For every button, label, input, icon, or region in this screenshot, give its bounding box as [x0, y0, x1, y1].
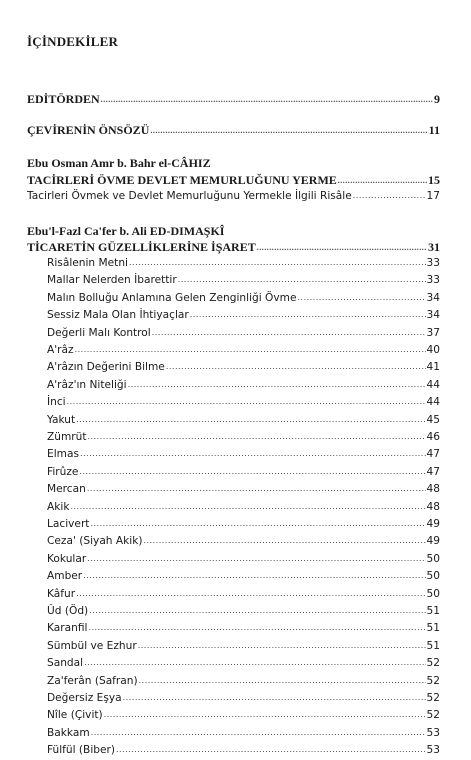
toc-page-number: 51 — [426, 639, 440, 652]
toc-entry-label: Ceza' (Siyah Akik) — [47, 535, 143, 548]
dot-leader — [80, 449, 426, 458]
toc-page-number: 34 — [426, 309, 440, 322]
toc-page-number: 44 — [426, 378, 440, 391]
toc-entry-label: TİCARETİN GÜZELLİKLERİNE İŞARET — [27, 240, 256, 254]
toc-entry-cevirenin-onsozu[interactable] — [27, 123, 440, 138]
toc-entry[interactable] — [47, 744, 440, 756]
toc-entry[interactable] — [47, 396, 440, 408]
toc-page-number: 34 — [426, 291, 440, 304]
toc-entry-label: Tacirleri Övmek ve Devlet Memurluğunu Yermekle İlgili Risâle — [27, 190, 352, 202]
toc-entry-label: Kâfur — [47, 587, 76, 600]
toc-page-number: 53 — [426, 744, 440, 757]
toc-entry-label: Malın Bolluğu Anlamına Gelen Zenginliği Övme — [47, 291, 297, 304]
toc-entry-label: Değersiz Eşya — [47, 692, 122, 704]
toc-entry[interactable] — [47, 518, 440, 530]
toc-entry-label: Elmas — [47, 448, 79, 461]
toc-entry[interactable] — [47, 361, 440, 373]
dot-leader — [353, 191, 426, 200]
dot-leader — [87, 554, 425, 563]
dot-leader — [76, 589, 425, 598]
dot-leader — [87, 484, 426, 493]
toc-entry[interactable] — [47, 622, 440, 634]
toc-entry-label: Fülfül (Biber) — [47, 744, 116, 757]
toc-entry[interactable] — [47, 535, 440, 547]
dot-leader — [79, 467, 425, 476]
dot-leader — [128, 380, 426, 389]
dot-leader — [90, 519, 425, 528]
toc-entry-label: A'râzın Değerini Bilme — [47, 361, 165, 374]
section-title-entry[interactable] — [27, 173, 440, 188]
toc-entry-label: Kokular — [47, 552, 87, 565]
dot-leader — [152, 328, 426, 337]
toc-entry[interactable] — [27, 190, 440, 202]
toc-page-number: 53 — [426, 726, 440, 739]
toc-entry[interactable] — [47, 292, 440, 304]
dot-leader — [84, 658, 425, 667]
toc-entry[interactable] — [47, 431, 440, 443]
toc-entry[interactable] — [47, 309, 440, 321]
toc-entry[interactable] — [47, 570, 440, 582]
toc-page-number: 47 — [426, 465, 440, 478]
dot-leader — [88, 623, 425, 632]
section-author: Ebu Osman Amr b. Bahr el-CÂHIZ — [27, 156, 211, 170]
dot-leader — [116, 745, 426, 754]
dot-leader — [139, 676, 426, 685]
toc-page-number: 31 — [428, 240, 440, 254]
toc-entry[interactable] — [47, 657, 440, 669]
toc-entry-label: Nîle (Çivit) — [47, 709, 103, 722]
toc-entry[interactable] — [47, 483, 440, 495]
toc-entry-label: İnci — [47, 396, 66, 409]
toc-entry-label: Firûze — [47, 465, 79, 478]
toc-entry-label: ÇEVİRENİN ÖNSÖZÜ — [27, 123, 150, 137]
toc-page-number: 40 — [426, 344, 440, 356]
toc-entry-label: Bakkam — [47, 726, 90, 739]
toc-entry[interactable] — [47, 692, 440, 704]
dot-leader — [75, 345, 426, 354]
toc-entry[interactable] — [47, 605, 440, 617]
toc-entry-label: TACİRLERİ ÖVME DEVLET MEMURLUĞUNU YERME — [27, 173, 337, 187]
toc-entry[interactable] — [47, 379, 440, 391]
toc-page-number: 46 — [426, 431, 440, 443]
section-author: Ebu'l-Fazl Ca'fer b. Ali ED-DIMAŞKÎ — [27, 224, 225, 238]
toc-page-number: 51 — [426, 605, 440, 617]
section-title-entry[interactable] — [27, 240, 440, 255]
toc-entry[interactable] — [47, 257, 440, 269]
dot-leader — [83, 571, 425, 580]
toc-page-number: 52 — [426, 657, 440, 670]
toc-entry[interactable] — [47, 588, 440, 600]
toc-page-number: 50 — [426, 570, 440, 583]
page-title: İÇİNDEKİLER — [27, 34, 119, 49]
dot-leader — [138, 641, 426, 650]
toc-page-number: 47 — [426, 448, 440, 461]
toc-entry[interactable] — [47, 727, 440, 739]
toc-page-number: 48 — [426, 483, 440, 496]
dot-leader — [101, 95, 433, 104]
toc-entry[interactable] — [47, 448, 440, 460]
toc-page-number: 41 — [426, 361, 440, 374]
toc-page-number: 33 — [426, 257, 440, 269]
dot-leader — [298, 293, 426, 302]
dot-leader — [150, 126, 427, 135]
toc-entry[interactable] — [47, 640, 440, 652]
toc-entry-label: Risâlenin Metni — [47, 257, 128, 269]
toc-entry-label: Zümrüt — [47, 431, 87, 443]
toc-entry-label: Sümbül ve Ezhur — [47, 639, 137, 652]
toc-entry-label: Mallar Nelerden İbarettir — [47, 274, 177, 287]
toc-entry-label: EDİTÖRDEN — [27, 92, 100, 106]
toc-entry-label: Amber — [47, 570, 83, 583]
toc-page-number: 50 — [426, 552, 440, 565]
toc-entry-label: Sessiz Mala Olan İhtiyaçlar — [47, 309, 189, 322]
toc-page-number: 9 — [434, 92, 440, 106]
dot-leader — [91, 728, 426, 737]
toc-page-number: 50 — [426, 587, 440, 600]
toc-entry[interactable] — [47, 709, 440, 721]
toc-entry[interactable] — [47, 327, 440, 339]
toc-page-number: 52 — [426, 692, 440, 704]
toc-entry-label: Mercan — [47, 483, 86, 496]
toc-entry[interactable] — [47, 553, 440, 565]
toc-entry[interactable] — [47, 501, 440, 513]
toc-entry[interactable] — [47, 344, 440, 356]
toc-page-number: 51 — [426, 622, 440, 635]
dot-leader — [178, 275, 426, 284]
toc-entry-label: Sandal — [47, 657, 84, 670]
toc-entry-label: Yakut — [47, 413, 76, 426]
dot-leader — [190, 310, 426, 319]
toc-entry-editorden[interactable] — [27, 92, 440, 107]
toc-entry-label: Za'ferân (Safran) — [47, 674, 138, 687]
toc-entry[interactable] — [47, 414, 440, 426]
toc-entry-label: A'râz — [47, 344, 74, 356]
toc-entry[interactable] — [47, 466, 440, 478]
dot-leader — [143, 536, 425, 545]
dot-leader — [104, 710, 426, 719]
toc-page-number: 33 — [426, 274, 440, 287]
dot-leader — [88, 432, 426, 441]
toc-entry-label: Lacivert — [47, 518, 90, 530]
dot-leader — [123, 693, 426, 702]
toc-entry-label: Akik — [47, 500, 70, 513]
toc-page-number: 49 — [426, 518, 440, 530]
toc-entry[interactable] — [47, 274, 440, 286]
toc-entry-label: Karanfil — [47, 622, 88, 635]
toc-page-number: 11 — [428, 123, 440, 137]
dot-leader — [257, 243, 427, 252]
toc-page-number: 15 — [428, 173, 440, 187]
toc-page-number: 37 — [426, 326, 440, 339]
toc-page-number: 48 — [426, 500, 440, 513]
toc-entry-label: Değerli Malı Kontrol — [47, 326, 151, 339]
toc-page-number: 44 — [426, 396, 440, 409]
toc-page-number: 52 — [426, 709, 440, 722]
toc-page-number: 45 — [426, 413, 440, 426]
dot-leader — [70, 502, 425, 511]
toc-entry-label: Ûd (Öd) — [47, 605, 89, 617]
dot-leader — [67, 397, 426, 406]
toc-page-number: 49 — [426, 535, 440, 548]
toc-entry-label: A'râz'ın Niteliği — [47, 378, 127, 391]
dot-leader — [338, 176, 427, 185]
toc-page-number: 17 — [426, 190, 440, 202]
dot-leader — [89, 606, 425, 615]
dot-leader — [129, 258, 426, 267]
dot-leader — [76, 415, 425, 424]
dot-leader — [166, 362, 426, 371]
toc-entry[interactable] — [47, 675, 440, 687]
toc-page-number: 52 — [426, 674, 440, 687]
